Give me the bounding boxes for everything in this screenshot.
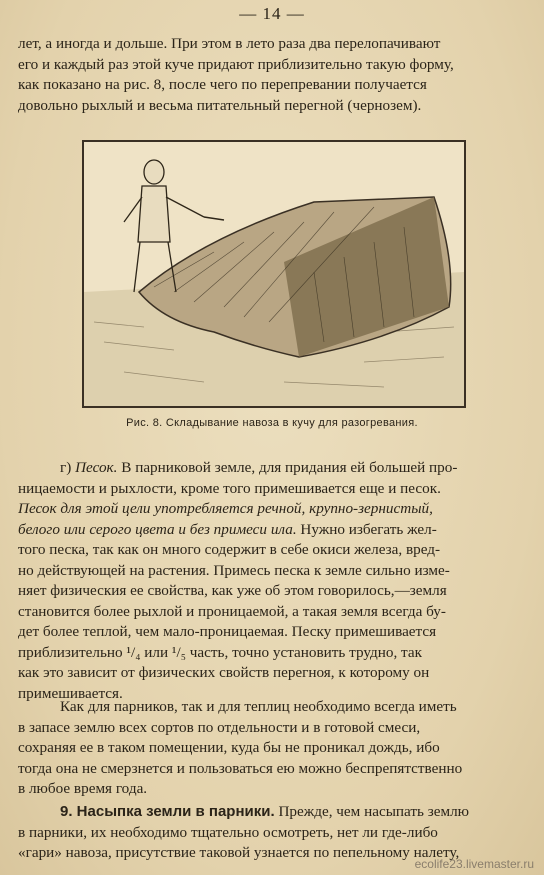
- section-title: Песок.: [75, 459, 118, 476]
- paragraph-storage: [18, 697, 526, 800]
- paragraph-sand: [18, 458, 526, 704]
- text-line: как показано на рис. 8, после чего по перепревании получается: [18, 76, 427, 93]
- text-fragment-italic: белого или серого цвета и без примеси ила.: [18, 520, 297, 538]
- text-line: как это зависит от физических свойств перегноя, к которому он: [18, 664, 430, 681]
- text-line: няет физическия ее свойства, как уже об этом говорилось,—земля: [18, 582, 447, 599]
- paragraph-filling: [18, 802, 526, 864]
- text-line: приблизительно ¹/₄ или ¹/₅ часть, точно установить трудно, так: [18, 643, 422, 661]
- section-marker: г): [60, 459, 76, 476]
- text-line: «гари» навоза, присутствие таковой узнается по пепельному налету,: [18, 844, 460, 861]
- text-line: в запасе землю всех сортов по отдельности и в готовой смеси,: [18, 718, 421, 736]
- text-line-italic: Песок для этой цели употребляется речной, крупно-зернистый,: [18, 500, 433, 517]
- text-fragment: Прежде, чем насыпать землю: [274, 803, 470, 820]
- page-number: — 14 —: [239, 4, 305, 23]
- watermark: ecolife23.livemaster.ru: [414, 857, 534, 871]
- section-heading: 9. Насыпка земли в парники.: [60, 803, 275, 820]
- text-line: [18, 520, 526, 541]
- text-line: Как для парников, так и для теплиц необходимо всегда иметь: [60, 698, 457, 715]
- text-line: примешивается.: [18, 684, 123, 702]
- text-line: ницаемости и рыхлости, кроме того примешивается еще и песок.: [18, 479, 441, 497]
- text-line: довольно рыхлый и весьма питательный перегной (чернозем).: [18, 96, 422, 114]
- text-line: тогда она не смерзнется и пользоваться ею можно беспрепятственно: [18, 759, 463, 777]
- text-line: но действующей на растения. Примесь песка к земле сильно изме-: [18, 561, 450, 579]
- text-line: лет, а иногда и дольше. При этом в лето раза два перелопачивают: [18, 35, 441, 52]
- manure-pile-drawing: [84, 142, 464, 406]
- text-line: того песка, так как он много содержит в себе окиси железа, вред-: [18, 541, 441, 558]
- text-line: дет более теплой, чем мало-проницаемая. Песку примешивается: [18, 623, 437, 640]
- text-fragment: Нужно избегать жел-: [296, 520, 437, 538]
- figure-illustration: [82, 140, 466, 408]
- text-line: сохраняя ее в таком помещении, куда бы не проникал дождь, ибо: [18, 739, 440, 756]
- text-line: в парники, их необходимо тщательно осмотреть, нет ли где-либо: [18, 823, 438, 841]
- text-line: [18, 458, 526, 479]
- text-fragment: В парниковой земле, для придания ей большей про-: [117, 459, 458, 476]
- paragraph-manure: [18, 34, 526, 116]
- text-line: в любое время года.: [18, 780, 148, 797]
- text-line: его и каждый раз этой куче придают приблизительно такую форму,: [18, 55, 454, 73]
- text-line: [18, 802, 526, 823]
- text-line: становится более рыхлой и проницаемой, а такая земля всегда бу-: [18, 602, 446, 620]
- figure-caption: Рис. 8. Складывание навоза в кучу для разогревания.: [126, 417, 418, 429]
